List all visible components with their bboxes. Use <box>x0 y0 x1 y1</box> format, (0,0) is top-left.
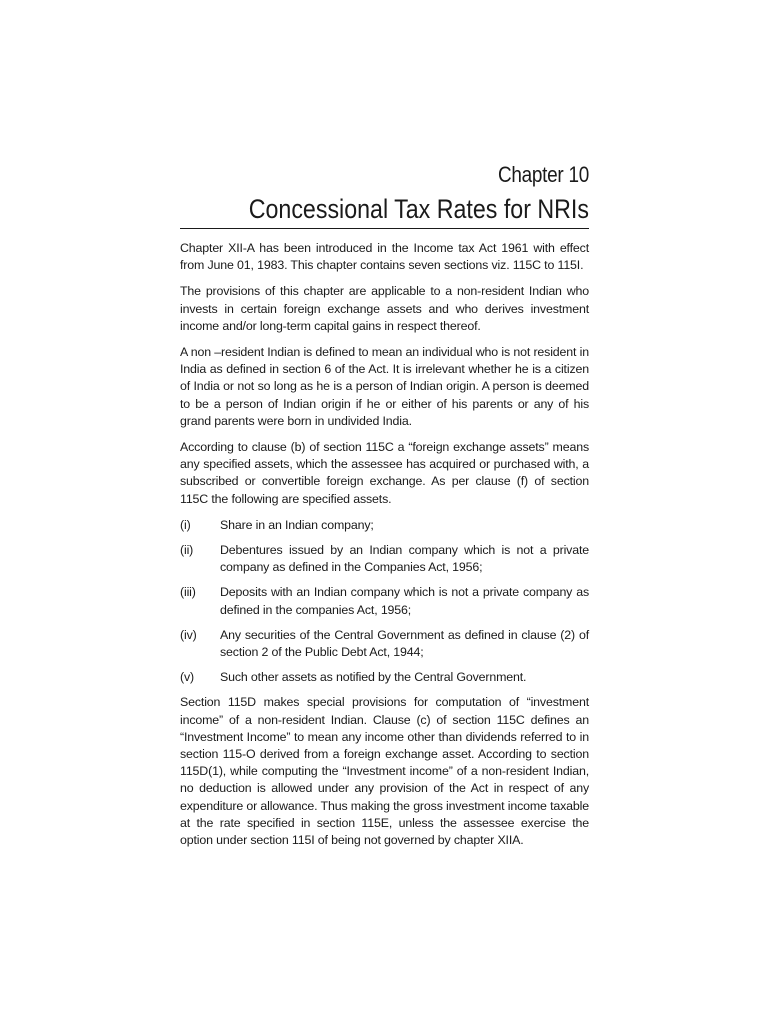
paragraph-nri-definition: A non –resident Indian is defined to mean an individual who is not resident in India as defined in section 6 of the Act. It is irrelevant whether he is a citizen of India or not so long as he is a person of Indian origin. A person is deemed to be a person of Indian origin if he or either of his parents or any of his grand parents were born in undivided India. <box>180 345 589 428</box>
list-marker: (v) <box>180 670 194 685</box>
list-marker: (iv) <box>180 627 197 642</box>
title-rule <box>180 228 589 229</box>
list-text: Debentures issued by an Indian company which is not a private company as defined in the Companies Act, 1956; <box>220 543 589 575</box>
list-marker: (iii) <box>180 585 196 600</box>
list-item <box>180 584 589 618</box>
paragraph-foreign-exchange-assets: According to clause (b) of section 115C a “foreign exchange assets” means any specified assets, which the assessee has acquired or purchased with, a subscribed or convertible foreign exchange. As per clause (f) of section 115C the following are specified assets. <box>180 440 589 506</box>
list-item <box>180 669 589 686</box>
list-marker: (ii) <box>180 543 194 558</box>
list-item <box>180 627 589 661</box>
chapter-title: Concessional Tax Rates for NRIs <box>248 194 589 224</box>
list-text: Any securities of the Central Government as defined in clause (2) of section 2 of the Public Debt Act, 1944; <box>220 627 589 660</box>
paragraph-applicability: The provisions of this chapter are applicable to a non-resident Indian who invests in certain foreign exchange assets and who derives investment income and/or long-term capital gains in respect thereof. <box>180 284 589 333</box>
list-item <box>180 517 589 534</box>
specified-assets-list <box>180 517 589 687</box>
document-page <box>180 160 589 858</box>
list-text: Such other assets as notified by the Central Government. <box>220 670 527 685</box>
paragraph-intro: Chapter XII-A has been introduced in the Income tax Act 1961 with effect from June 01, 1983. This chapter contains seven sections viz. 115C to 115I. <box>180 241 589 273</box>
list-marker: (i) <box>180 517 191 532</box>
list-text: Deposits with an Indian company which is not a private company as defined in the companies Act, 1956; <box>220 585 589 617</box>
paragraph-investment-income: Section 115D makes special provisions for computation of “investment income” of a non-resident Indian. Clause (c) of section 115C defines an “Investment Income” to mean any income other than dividends referred to in section 115-O derived from a foreign exchange asset. According to section 115D(1), while computing the “Investment income” of a non-resident Indian, no deduction is allowed under any provision of the Act in respect of any expenditure or allowance. Thus making the gross investment income taxable at the rate specified in section 115E, unless the assessee exercise the option under section 115I of being not governed by chapter XIIA. <box>180 695 589 848</box>
chapter-number: Chapter 10 <box>497 162 589 187</box>
list-text: Share in an Indian company; <box>220 517 374 532</box>
list-item <box>180 542 589 576</box>
